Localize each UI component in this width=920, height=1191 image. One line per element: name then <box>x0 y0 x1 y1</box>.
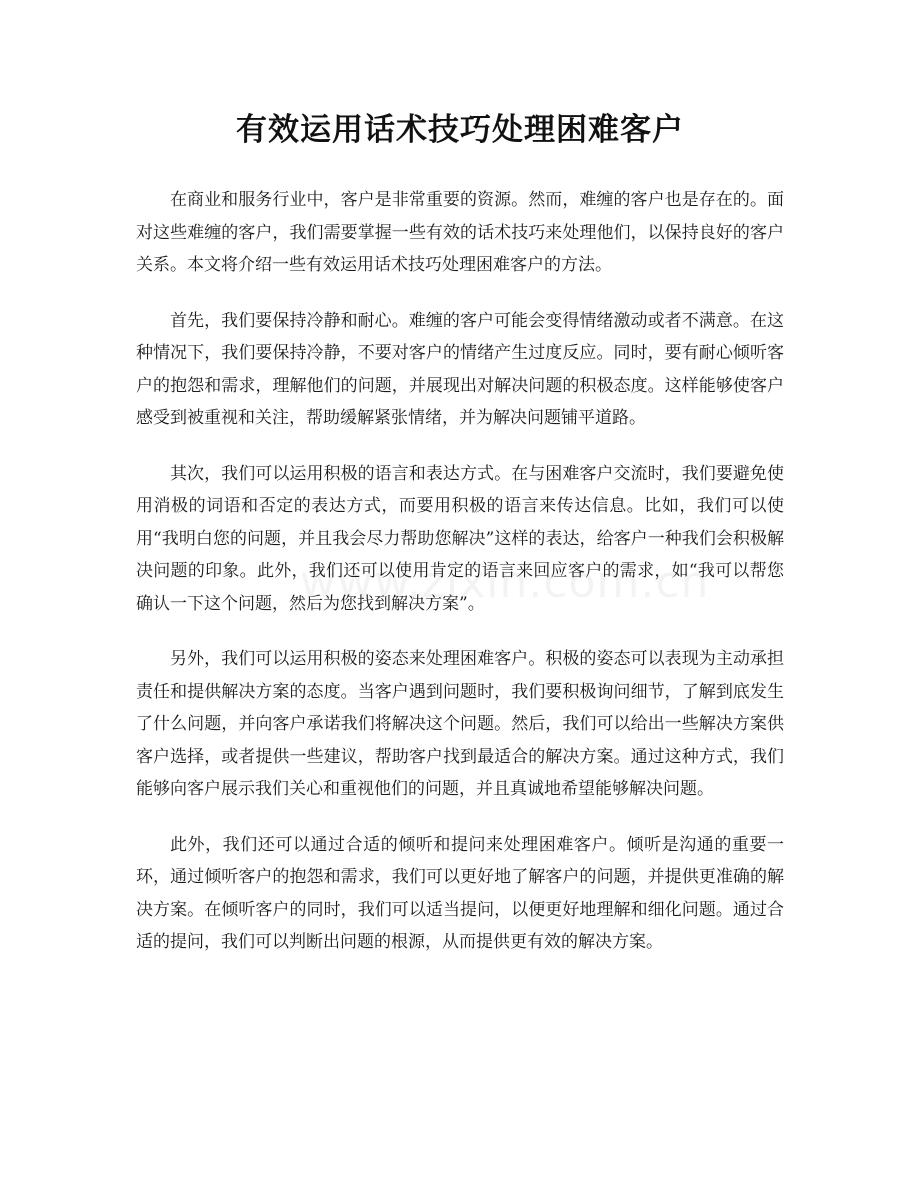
paragraph-2: 首先，我们要保持冷静和耐心。难缠的客户可能会变得情绪激动或者不满意。在这种情况下，我们要保持冷静，不要对客户的情绪产生过度反应。同时，要有耐心倾听客户的抱怨和需求，理解他们的问题，并展现出对解决问题的积极态度。这样能够使客户感受到被重视和关注，帮助缓解紧张情绪，并为解决问题铺平道路。 <box>136 310 784 428</box>
paragraph-5: 此外，我们还可以通过合适的倾听和提问来处理困难客户。倾听是沟通的重要一环，通过倾听客户的抱怨和需求，我们可以更好地了解客户的问题，并提供更准确的解决方案。在倾听客户的同时，我们可以适当提问，以便更好地理解和细化问题。通过合适的提问，我们可以判断出问题的根源，从而提供更有效的解决方案。 <box>136 834 784 952</box>
document-title: 有效运用话术技巧处理困难客户 <box>236 112 684 148</box>
paragraph-4: 另外，我们可以运用积极的姿态来处理困难客户。积极的姿态可以表现为主动承担责任和提供解决方案的态度。当客户遇到问题时，我们要积极询问细节，了解到底发生了什么问题，并向客户承诺我们将解决这个问题。然后，我们可以给出一些解决方案供客户选择，或者提供一些建议，帮助客户找到最适合的解决方案。通过这种方式，我们能够向客户展示我们关心和重视他们的问题，并且真诚地希望能够解决问题。 <box>136 649 784 799</box>
document-body <box>136 184 784 982</box>
paragraph-1: 在商业和服务行业中，客户是非常重要的资源。然而，难缠的客户也是存在的。面对这些难缠的客户，我们需要掌握一些有效的话术技巧来处理他们，以保持良好的客户关系。本文将介绍一些有效运用话术技巧处理困难客户的方法。 <box>136 190 784 275</box>
paragraph-3: 其次，我们可以运用积极的语言和表达方式。在与困难客户交流时，我们要避免使用消极的词语和否定的表达方式，而要用积极的语言来传达信息。比如，我们可以使用“我明白您的问题，并且我会尽力帮助您解决”这样的表达，给客户一种我们会积极解决问题的印象。此外，我们还可以使用肯定的语言来回应客户的需求，如“我可以帮您确认一下这个问题，然后为您找到解决方案”。 <box>136 463 784 614</box>
